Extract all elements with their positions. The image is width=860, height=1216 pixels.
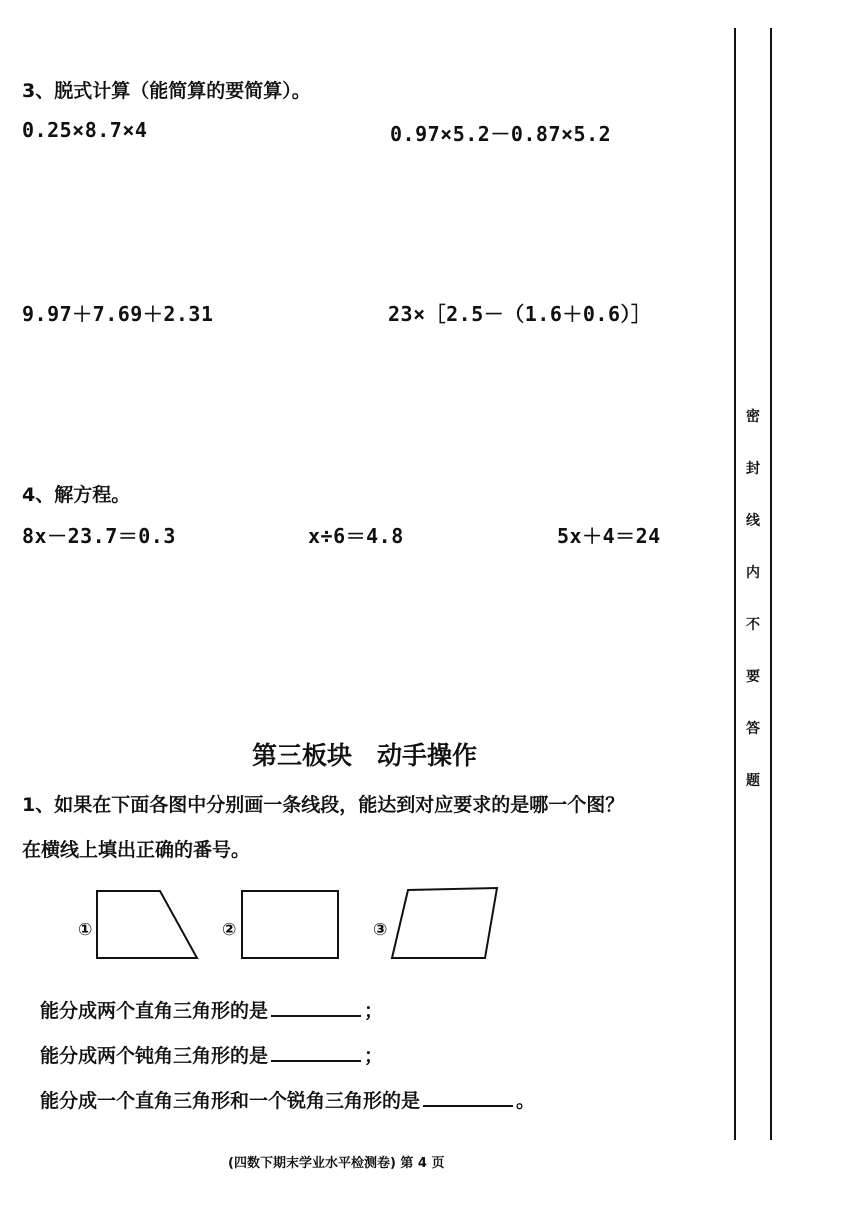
- seal-char-8: 题: [746, 773, 760, 789]
- seal-char-1: 密: [746, 409, 760, 425]
- expression-2: 0.97×5.2－0.87×5.2: [390, 122, 612, 146]
- equation-1: 8x－23.7＝0.3: [22, 524, 176, 548]
- equation-3: 5x＋4＝24: [557, 524, 661, 548]
- equation-2: x÷6＝4.8: [308, 524, 404, 548]
- fill-blank-3-text: 能分成一个直角三角形和一个锐角三角形的是: [40, 1090, 421, 1112]
- question-3-heading: 3、脱式计算（能简算的要简算）。: [22, 80, 311, 102]
- section-title: 第三板块 动手操作: [252, 741, 478, 770]
- seal-char-4: 内: [746, 565, 760, 581]
- fill-blank-1-end: ；: [364, 1000, 384, 1022]
- fill-blank-3-end: 。: [516, 1090, 536, 1112]
- question-4-heading: 4、解方程。: [22, 484, 131, 506]
- fill-blank-1: [40, 996, 383, 1023]
- fill-blank-2-text: 能分成两个钝角三角形的是: [40, 1045, 269, 1067]
- shape-1-label: ①: [78, 920, 93, 940]
- answer-blank-3[interactable]: [423, 1087, 513, 1107]
- section3-question-1-line1: 1、如果在下面各图中分别画一条线段，能达到对应要求的是哪一个图？: [22, 794, 625, 816]
- seal-line-right: [770, 28, 772, 1140]
- seal-char-2: 封: [746, 461, 760, 477]
- rectangle-shape: [242, 891, 338, 958]
- answer-blank-2[interactable]: [271, 1042, 361, 1062]
- seal-char-5: 不: [746, 617, 760, 633]
- fill-blank-2: [40, 1041, 383, 1068]
- seal-char-7: 答: [746, 721, 760, 737]
- expression-3: 9.97＋7.69＋2.31: [22, 302, 214, 326]
- fill-blank-3: [40, 1086, 535, 1113]
- seal-char-6: 要: [746, 669, 760, 685]
- shape-3-label: ③: [373, 920, 388, 940]
- right-trapezoid-shape: [97, 891, 197, 958]
- parallelogram-shape: [392, 888, 497, 958]
- answer-blank-1[interactable]: [271, 997, 361, 1017]
- seal-char-3: 线: [746, 513, 760, 529]
- expression-1: 0.25×8.7×4: [22, 118, 148, 142]
- fill-blank-1-text: 能分成两个直角三角形的是: [40, 1000, 269, 1022]
- seal-line-left: [734, 28, 736, 1140]
- shape-2-label: ②: [222, 920, 237, 940]
- page-footer: (四数下期末学业水平检测卷) 第 4 页: [228, 1156, 445, 1171]
- section3-question-1-line2: 在横线上填出正确的番号。: [22, 839, 251, 861]
- fill-blank-2-end: ；: [364, 1045, 384, 1067]
- expression-4: 23×［2.5－（1.6＋0.6）］: [388, 302, 652, 326]
